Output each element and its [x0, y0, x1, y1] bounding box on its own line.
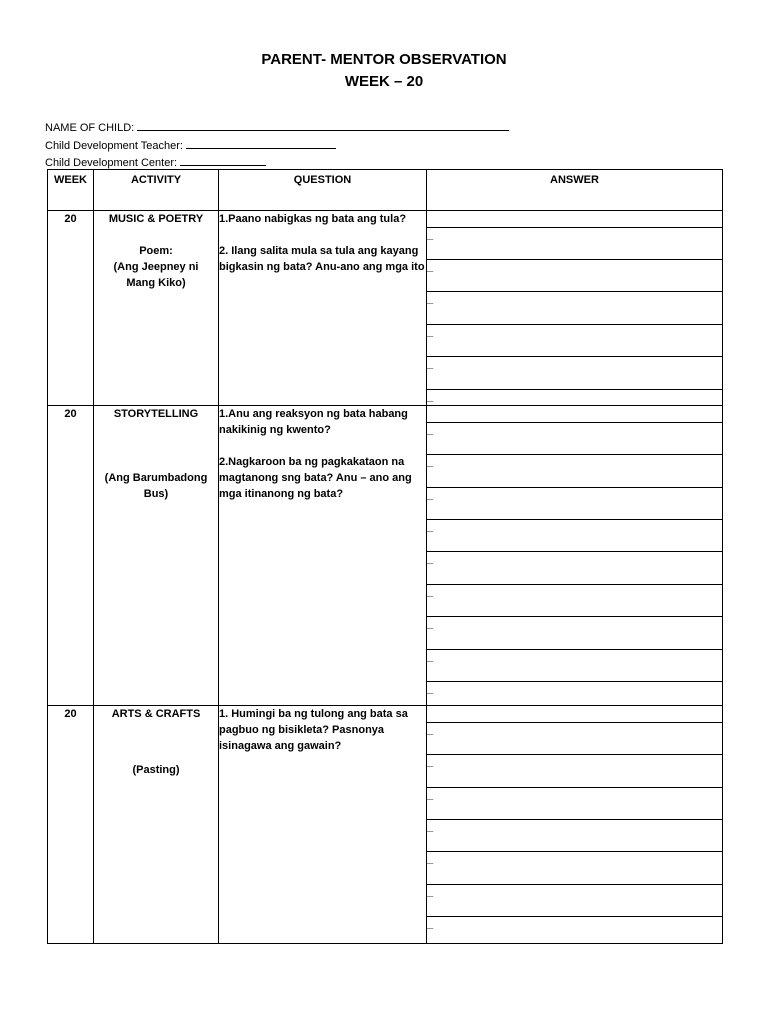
document-subtitle: WEEK – 20 [344, 73, 424, 90]
answer-line-mark: _ [427, 682, 434, 695]
answer-line-mark: _ [427, 821, 434, 834]
answer-line-mark: _ [427, 228, 434, 241]
center-label: Child Development Center: [45, 157, 178, 169]
answer-line[interactable] [427, 601, 722, 618]
answer-line-mark: _ [427, 650, 434, 663]
activity-spacer [94, 227, 218, 243]
answer-line[interactable] [427, 836, 722, 853]
activity-title: STORYTELLING [113, 408, 199, 421]
teacher-label: Child Development Teacher: [45, 139, 183, 152]
table-row [48, 406, 723, 706]
question-cell [219, 706, 427, 944]
answer-line-mark: _ [427, 521, 434, 534]
document-title-block [0, 49, 768, 93]
answer-cell[interactable] [427, 706, 723, 944]
question-cell [219, 211, 427, 406]
child-name-blank[interactable] [137, 119, 509, 131]
header-week: WEEK [48, 170, 94, 211]
answer-line[interactable] [427, 706, 722, 723]
week-cell: 20 [48, 406, 94, 706]
child-name-label: NAME OF CHILD: [45, 122, 135, 134]
answer-line[interactable] [427, 536, 722, 553]
question-text: 2.Nagkaroon ba ng pagkakataon na magtanong sng bata? Anu – ano ang mga itinanong ng bata? [219, 456, 412, 501]
answer-line[interactable] [427, 633, 722, 650]
question-cell [219, 406, 427, 706]
week-cell: 20 [48, 211, 94, 406]
header-answer: ANSWER [427, 170, 723, 211]
answer-line-mark: _ [427, 358, 434, 371]
answer-line-mark: _ [427, 293, 434, 306]
document-title: PARENT- MENTOR OBSERVATION [261, 51, 507, 68]
question-text: 2. Ilang salita mula sa tula ang kayang bigkasin ng bata? Anu-ano ang mga ito [219, 245, 425, 273]
teacher-blank[interactable] [186, 137, 336, 149]
center-blank[interactable] [180, 154, 266, 166]
info-fields [45, 119, 509, 172]
answer-line[interactable] [427, 803, 722, 820]
answer-line[interactable] [427, 341, 722, 358]
answer-line-mark: _ [427, 261, 434, 274]
answer-line-mark: _ [427, 618, 434, 631]
table-header-row [48, 170, 723, 211]
header-activity: ACTIVITY [94, 170, 219, 211]
activity-detail: (Ang Barumbadong [104, 472, 208, 485]
activity-detail: Poem: [139, 245, 173, 257]
activity-title: MUSIC & POETRY [108, 213, 204, 225]
activity-detail: (Pasting) [132, 764, 180, 777]
activity-detail: Mang Kiko) [126, 277, 186, 289]
answer-line[interactable] [427, 901, 722, 918]
activity-detail: (Ang Jeepney ni [113, 261, 199, 273]
answer-line-mark: _ [427, 853, 434, 866]
answer-line[interactable] [427, 739, 722, 756]
answer-line-mark: _ [427, 788, 434, 801]
activity-title: ARTS & CRAFTS [111, 708, 201, 721]
answer-cell[interactable] [427, 406, 723, 706]
week-cell: 20 [48, 706, 94, 944]
question-text: 1.Anu ang reaksyon ng bata habang nakikinig ng kwento? [219, 408, 408, 437]
answer-line-mark: _ [427, 423, 434, 436]
answer-line-mark: _ [427, 390, 434, 403]
answer-line[interactable] [427, 243, 722, 260]
activity-detail: Bus) [143, 488, 169, 501]
answer-line[interactable] [427, 868, 722, 885]
teacher-field[interactable] [45, 137, 509, 155]
answer-line-mark: _ [427, 585, 434, 598]
activity-cell [94, 211, 219, 406]
table-row [48, 706, 723, 944]
answer-line-mark: _ [427, 488, 434, 501]
answer-line[interactable] [427, 276, 722, 293]
activity-cell [94, 706, 219, 944]
answer-line[interactable] [427, 503, 722, 520]
answer-line-mark: _ [427, 553, 434, 566]
header-question: QUESTION [219, 170, 427, 211]
answer-line[interactable] [427, 439, 722, 456]
answer-line-mark: _ [427, 723, 434, 736]
child-name-field[interactable] [45, 119, 509, 137]
answer-line[interactable] [427, 568, 722, 585]
answer-line[interactable] [427, 211, 722, 228]
observation-table [47, 169, 723, 944]
activity-spacer [94, 722, 218, 762]
answer-line[interactable] [427, 665, 722, 682]
answer-line[interactable] [427, 471, 722, 488]
answer-cell[interactable] [427, 211, 723, 406]
answer-line-mark: _ [427, 885, 434, 898]
answer-line[interactable] [427, 406, 722, 423]
activity-cell [94, 406, 219, 706]
question-text: 1. Humingi ba ng tulong ang bata sa pagbuo ng bisikleta? Pasnonya isinagawa ang gawain? [219, 708, 408, 753]
activity-spacer [94, 422, 218, 470]
question-text: 1.Paano nabigkas ng bata ang tula? [219, 213, 407, 225]
answer-line[interactable] [427, 771, 722, 788]
answer-line[interactable] [427, 373, 722, 390]
answer-line-mark: _ [427, 756, 434, 769]
answer-line-mark: _ [427, 456, 434, 469]
answer-line-mark: _ [427, 325, 434, 338]
table-row [48, 211, 723, 406]
answer-line-mark: _ [427, 918, 434, 931]
answer-line[interactable] [427, 308, 722, 325]
